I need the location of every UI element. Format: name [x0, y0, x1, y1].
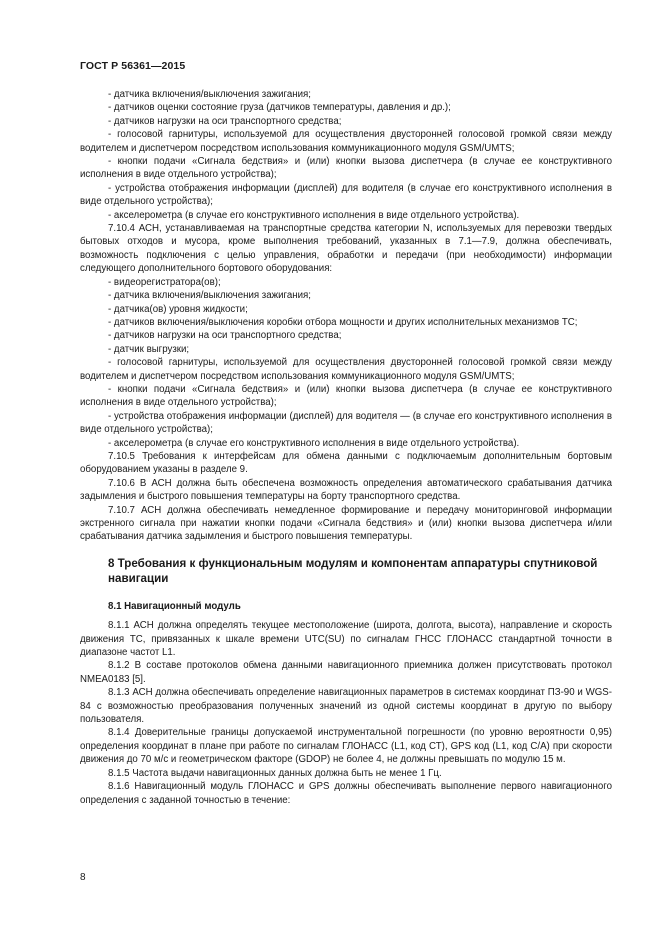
list-item: - кнопки подачи «Сигнала бедствия» и (или) кнопки вызова диспетчера (в случае ее конструктивного исполнения в виде отдельного устройства);	[80, 383, 612, 409]
clause-8-1-6: 8.1.6 Навигационный модуль ГЛОНАСС и GPS должны обеспечивать выполнение первого навигационного определения с заданной точностью в течение:	[80, 781, 612, 806]
list-item: - кнопки подачи «Сигнала бедствия» и (или) кнопки вызова диспетчера (в случае ее конструктивного исполнения в виде отдельного устройства);	[80, 156, 612, 181]
list-item: - датчиков оценки состояние груза (датчиков температуры, давления и др.);	[108, 102, 451, 114]
list-item: - устройства отображения информации (дисплей) для водителя — (в случае его конструктивного исполнения в виде отдельного устройства);	[80, 410, 612, 436]
requirements-list-a	[80, 88, 612, 544]
document-body	[80, 88, 612, 807]
list-item: - датчика(ов) уровня жидкости;	[108, 303, 248, 315]
clause-8-1-3: 8.1.3 АСН должна обеспечивать определение навигационных параметров в системах координат ПЗ-90 и WGS-84 с возможностью преобразования полученных значений из одной системы координат в другую по выбору пользователя.	[80, 687, 612, 726]
subsection-8-1-heading: 8.1 Навигационный модуль	[108, 600, 241, 612]
list-item: - устройства отображения информации (дисплей) для водителя (в случае его конструктивного исполнения в виде отдельного устройства);	[80, 182, 612, 208]
clause-7-10-5: 7.10.5 Требования к интерфейсам для обмена данными с подключаемым дополнительным бортовым оборудованием указаны в разделе 9.	[80, 450, 612, 476]
clause-7-10-6: 7.10.6 В АСН должна быть обеспечена возможность определения автоматического срабатывания датчика задымления и быстрого повышения температуры на борту транспортного средства.	[80, 477, 612, 503]
document-code-header: ГОСТ Р 56361—2015	[80, 60, 186, 72]
list-item: - датчиков включения/выключения коробки отбора мощности и других исполнительных механизмов ТС;	[108, 316, 578, 328]
clause-7-10-4: 7.10.4 АСН, устанавливаемая на транспортные средства категории N, используемых для перевозки твердых бытовых отходов и мусора, кроме выполнения требований, указанных в 7.1—7.9, должна обеспечивать, возможность подключения с целью управления, обработки и передачи (при необходимости) информации следующего дополнительного бортового оборудования:	[80, 223, 612, 275]
list-item: - датчика включения/выключения зажигания;	[108, 290, 311, 302]
list-item: - датчик выгрузки;	[108, 343, 190, 355]
page-number: 8	[80, 872, 86, 883]
list-item: - датчиков нагрузки на оси транспортного средства;	[108, 115, 342, 127]
list-item: - голосовой гарнитуры, используемой для осуществления двусторонней голосовой громкой связи между водителем и диспетчером посредством использования коммуникационного модуля GSM/UMTS;	[80, 129, 612, 154]
list-item: - акселерометра (в случае его конструктивного исполнения в виде отдельного устройства).	[108, 437, 520, 449]
clause-8-1-4: 8.1.4 Доверительные границы допускаемой инструментальной погрешности (по уровню вероятности 0,95) определения координат в плане при работе по сигналам ГЛОНАСС (L1, код СТ), GPS код (L1, код C/A) при скорости движения до 70 м/с и геометрическом факторе (GDOP) не более 4, не должны превышать по модулю 15 м.	[80, 727, 612, 766]
requirements-list-b	[80, 619, 612, 807]
list-item: - голосовой гарнитуры, используемой для осуществления двусторонней голосовой громкой связи между водителем и диспетчером посредством использования коммуникационного модуля GSM/UMTS;	[80, 357, 612, 382]
list-item: - видеорегистратора(ов);	[108, 276, 221, 288]
list-item: - датчика включения/выключения зажигания;	[108, 89, 311, 100]
list-item: - акселерометра (в случае его конструктивного исполнения в виде отдельного устройства).	[108, 209, 520, 221]
clause-8-1-5: 8.1.5 Частота выдачи навигационных данных должна быть не менее 1 Гц.	[108, 767, 442, 779]
list-item: - датчиков нагрузки на оси транспортного средства;	[108, 330, 342, 342]
clause-8-1-2: 8.1.2 В составе протоколов обмена данными навигационного приемника должен присутствовать протокол NMEA0183 [5].	[80, 660, 612, 685]
section-8-heading: 8 Требования к функциональным модулям и компонентам аппаратуры спутниковой навигации	[108, 556, 598, 586]
clause-7-10-7: 7.10.7 АСН должна обеспечивать немедленное формирование и передачу мониторинговой информации экстренного сигнала при нажатии кнопки подачи «Сигнала бедствия» и (или) кнопки вызова диспетчера и/или срабатывания датчика задымления и быстрого повышения температуры.	[80, 504, 612, 543]
clause-8-1-1: 8.1.1 АСН должна определять текущее местоположение (широта, долгота, высота), направление и скорость движения ТС, привязанных к шкале времени UTC(SU) по сигналам ГНСС ГЛОНАСС стандартной точности в диапазоне частот L1.	[80, 620, 612, 659]
